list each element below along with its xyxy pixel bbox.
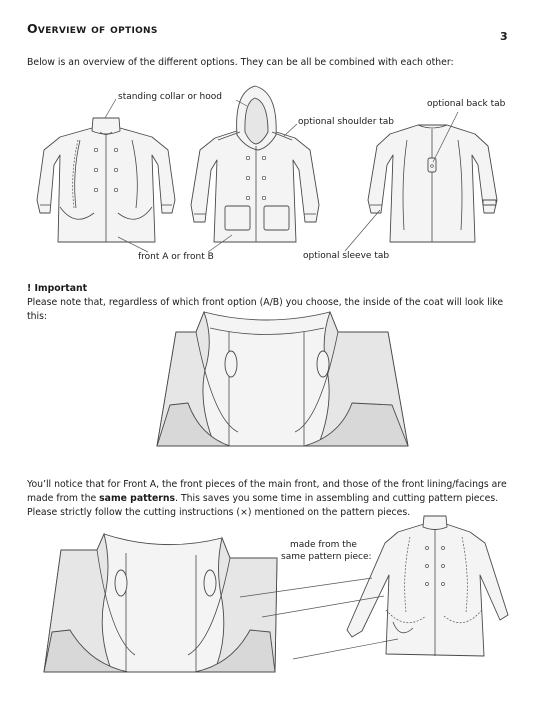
notice-text-2: . This saves you some time in assembling and cutting pattern pieces. Please strictly follow the cutting instructions ( bbox=[27, 493, 499, 518]
coat-inside-view-2 bbox=[44, 534, 277, 672]
label-collar: standing collar or hood bbox=[118, 92, 222, 102]
important-text: Please note that, regardless of which front option (A/B) you choose, the inside of the coat will look like this: bbox=[27, 297, 504, 322]
cut-symbol: ⨯ bbox=[240, 507, 248, 518]
coat-front-hood bbox=[191, 86, 319, 242]
leader-shoulder-tab bbox=[284, 124, 297, 136]
notice-bold: same patterns bbox=[99, 493, 176, 504]
label-sleeve-tab: optional sleeve tab bbox=[303, 251, 390, 261]
leader-collar bbox=[105, 99, 116, 118]
label-same-pattern-2: same pattern piece: bbox=[281, 552, 372, 562]
coat-back bbox=[368, 125, 497, 242]
coat-front-collar bbox=[37, 118, 175, 242]
page-title: Overview of options bbox=[27, 21, 158, 36]
page-number: 3 bbox=[500, 30, 508, 43]
coat-inside-view bbox=[157, 312, 408, 446]
notice-text-3: ) mentioned on the pattern pieces. bbox=[247, 507, 411, 518]
label-same-pattern-1: made from the bbox=[290, 540, 357, 550]
label-back-tab: optional back tab bbox=[427, 99, 506, 109]
label-front: front A or front B bbox=[138, 252, 214, 262]
label-shoulder-tab: optional shoulder tab bbox=[298, 117, 395, 127]
intro-text: Below is an overview of the different options. They can be all be combined with each other: bbox=[27, 57, 454, 68]
leader-sleeve-tab bbox=[345, 210, 380, 251]
important-heading: ! Important bbox=[27, 283, 88, 294]
leader-same-pattern-3 bbox=[293, 639, 398, 659]
notice-text-1: You’ll notice that for Front A, the front pieces of the main front, and those of the front lining/facings are made from the bbox=[27, 479, 507, 504]
coat-small-front bbox=[347, 516, 508, 656]
